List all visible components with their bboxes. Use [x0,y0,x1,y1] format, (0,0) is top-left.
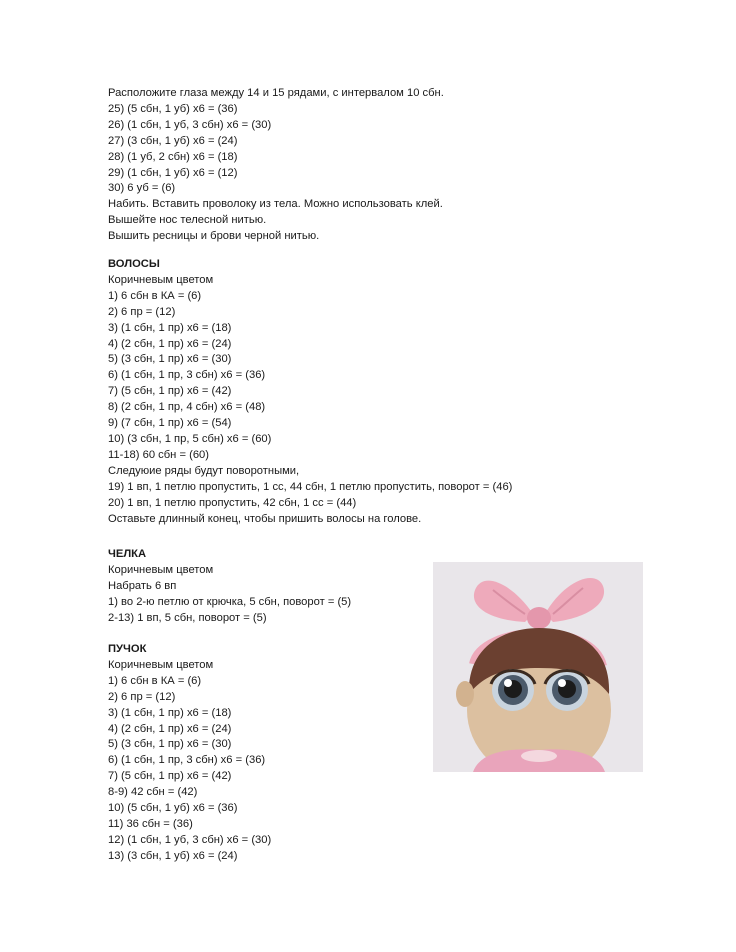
section-heading: ВОЛОСЫ [108,258,160,270]
section-heading: ПУЧОК [108,643,147,655]
text-line: 3) (1 сбн, 1 пр) х6 = (18) [108,706,232,719]
text-line: 2) 6 пр = (12) [108,305,176,318]
text-line: Набрать 6 вп [108,579,177,592]
text-line: Набить. Вставить проволоку из тела. Можно использовать клей. [108,198,443,211]
text-line: 13) (3 сбн, 1 уб) х6 = (24) [108,849,238,862]
text-line: Коричневым цветом [108,273,214,286]
text-line: 2) 6 пр = (12) [108,690,176,703]
text-line: 6) (1 сбн, 1 пр, 3 сбн) х6 = (36) [108,369,266,382]
text-line: 8-9) 42 сбн = (42) [108,786,198,799]
text-line: Расположите глаза между 14 и 15 рядами, с интервалом 10 сбн. [108,87,444,99]
text-line: 11) 36 сбн = (36) [108,817,193,830]
text-line: 29) (1 сбн, 1 уб) х6 = (12) [108,166,238,179]
text-line: 12) (1 сбн, 1 уб, 3 сбн) х6 = (30) [108,833,272,846]
text-line: 2-13) 1 вп, 5 сбн, поворот = (5) [108,611,267,624]
text-line: Вышить ресницы и брови черной нитью. [108,230,320,243]
text-line: 1) 6 сбн в КА = (6) [108,674,202,687]
text-line: 1) 6 сбн в КА = (6) [108,289,202,302]
text-line: 5) (3 сбн, 1 пр) х6 = (30) [108,353,232,366]
text-line: 20) 1 вп, 1 петлю пропустить, 42 сбн, 1 сс = (44) [108,496,357,509]
eyes-finishing-section [108,86,568,245]
text-line: 27) (3 сбн, 1 уб) х6 = (24) [108,134,238,147]
text-line: 6) (1 сбн, 1 пр, 3 сбн) х6 = (36) [108,754,266,767]
text-line: 4) (2 сбн, 1 пр) х6 = (24) [108,337,232,350]
text-line: 30) 6 уб = (6) [108,182,176,195]
section-heading: ЧЕЛКА [108,548,147,560]
text-line: 1) во 2-ю петлю от крючка, 5 сбн, поворот = (5) [108,595,352,608]
text-line: 9) (7 сбн, 1 пр) х6 = (54) [108,417,232,430]
text-line: Следуюие ряды будут поворотными, [108,464,300,477]
text-line: 7) (5 сбн, 1 пр) х6 = (42) [108,385,232,398]
text-line: 11-18) 60 сбн = (60) [108,448,209,461]
text-line: Коричневым цветом [108,563,214,576]
text-line: 28) (1 уб, 2 сбн) х6 = (18) [108,150,238,163]
doll-illustration [433,562,643,772]
text-line: 10) (3 сбн, 1 пр, 5 сбн) х6 = (60) [108,432,272,445]
text-line: Вышейте нос телесной нитью. [108,214,267,227]
text-line: 7) (5 сбн, 1 пр) х6 = (42) [108,770,232,783]
text-line: 10) (5 сбн, 1 уб) х6 = (36) [108,802,238,815]
hair-section [108,257,568,527]
doll-photo [433,562,643,772]
text-line: 25) (5 сбн, 1 уб) х6 = (36) [108,102,238,115]
text-line: Коричневым цветом [108,658,214,671]
text-line: Оставьте длинный конец, чтобы пришить волосы на голове. [108,512,422,525]
text-line: 26) (1 сбн, 1 уб, 3 сбн) х6 = (30) [108,118,272,131]
text-line: 3) (1 сбн, 1 пр) х6 = (18) [108,321,232,334]
text-line: 4) (2 сбн, 1 пр) х6 = (24) [108,722,232,735]
text-line: 5) (3 сбн, 1 пр) х6 = (30) [108,738,232,751]
text-line: 8) (2 сбн, 1 пр, 4 сбн) х6 = (48) [108,401,266,414]
text-line: 19) 1 вп, 1 петлю пропустить, 1 сс, 44 сбн, 1 петлю пропустить, поворот = (46) [108,480,513,493]
